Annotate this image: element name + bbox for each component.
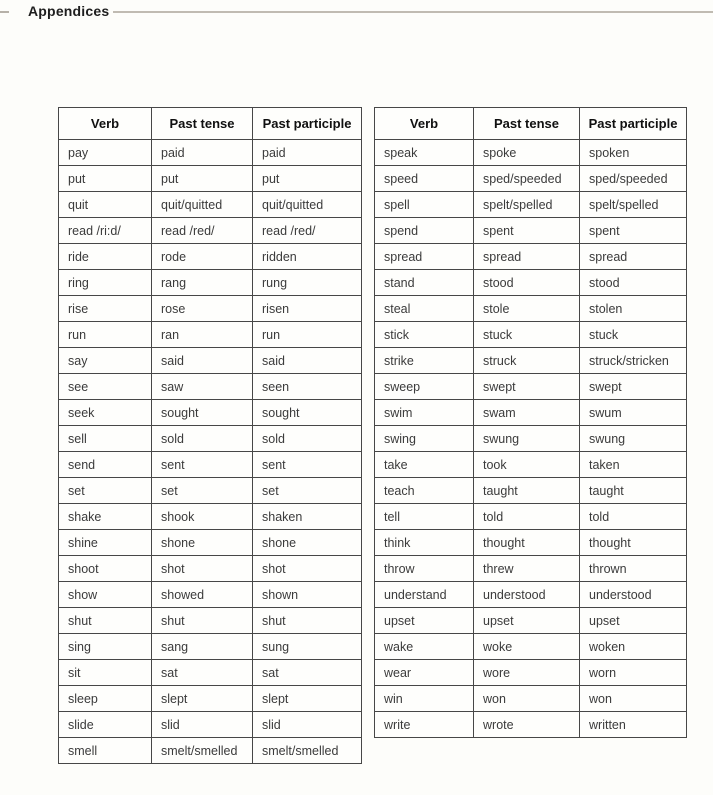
table-row (375, 192, 687, 218)
past-participle-cell: shone (253, 530, 362, 556)
verb-cell: upset (375, 608, 474, 634)
past-participle-cell: sent (253, 452, 362, 478)
verb-cell: spell (375, 192, 474, 218)
past-tense-cell: spread (474, 244, 580, 270)
table-row (375, 608, 687, 634)
past-participle-cell: swum (580, 400, 687, 426)
past-participle-cell: ridden (253, 244, 362, 270)
table-row (375, 712, 687, 738)
column-header-verb: Verb (375, 108, 474, 140)
past-tense-cell: showed (152, 582, 253, 608)
past-tense-cell: swam (474, 400, 580, 426)
verb-cell: read /ri:d/ (59, 218, 152, 244)
past-participle-cell: won (580, 686, 687, 712)
verb-cell: ring (59, 270, 152, 296)
past-participle-cell: said (253, 348, 362, 374)
past-tense-cell: rode (152, 244, 253, 270)
verb-cell: smell (59, 738, 152, 764)
past-tense-cell: rose (152, 296, 253, 322)
verb-cell: spread (375, 244, 474, 270)
verb-cell: spend (375, 218, 474, 244)
verb-cell: set (59, 478, 152, 504)
table-row (59, 270, 362, 296)
past-tense-cell: sang (152, 634, 253, 660)
past-tense-cell: struck (474, 348, 580, 374)
table-row (375, 244, 687, 270)
past-tense-cell: understood (474, 582, 580, 608)
table-row (59, 400, 362, 426)
verb-cell: shine (59, 530, 152, 556)
past-tense-cell: sought (152, 400, 253, 426)
past-participle-cell: seen (253, 374, 362, 400)
past-participle-cell: spent (580, 218, 687, 244)
past-tense-cell: saw (152, 374, 253, 400)
verb-cell: write (375, 712, 474, 738)
verb-cell: put (59, 166, 152, 192)
irregular-verbs-table-right (374, 107, 687, 738)
past-participle-cell: upset (580, 608, 687, 634)
verb-cell: shake (59, 504, 152, 530)
past-tense-cell: read /red/ (152, 218, 253, 244)
table-row (59, 478, 362, 504)
past-participle-cell: spoken (580, 140, 687, 166)
past-tense-cell: ran (152, 322, 253, 348)
past-tense-cell: slid (152, 712, 253, 738)
verb-cell: sell (59, 426, 152, 452)
table-row (59, 140, 362, 166)
past-tense-cell: shut (152, 608, 253, 634)
table-row (375, 322, 687, 348)
table-row (59, 426, 362, 452)
verb-cell: win (375, 686, 474, 712)
verb-cell: take (375, 452, 474, 478)
table-row (59, 686, 362, 712)
past-participle-cell: swept (580, 374, 687, 400)
table-row (375, 530, 687, 556)
past-participle-cell: rung (253, 270, 362, 296)
verb-cell: swing (375, 426, 474, 452)
past-tense-cell: spent (474, 218, 580, 244)
verb-cell: sing (59, 634, 152, 660)
past-tense-cell: taught (474, 478, 580, 504)
past-tense-cell: stood (474, 270, 580, 296)
verb-cell: understand (375, 582, 474, 608)
past-participle-cell: thought (580, 530, 687, 556)
header-rule (113, 11, 713, 13)
past-tense-cell: upset (474, 608, 580, 634)
past-participle-cell: stood (580, 270, 687, 296)
table-row (375, 218, 687, 244)
table-row (59, 634, 362, 660)
past-participle-cell: taken (580, 452, 687, 478)
past-participle-cell: struck/stricken (580, 348, 687, 374)
verb-cell: ride (59, 244, 152, 270)
table-row (59, 608, 362, 634)
past-tense-cell: stole (474, 296, 580, 322)
table-row (59, 712, 362, 738)
column-header-verb: Verb (59, 108, 152, 140)
header-row (375, 108, 687, 140)
verb-cell: sleep (59, 686, 152, 712)
verb-cell: speak (375, 140, 474, 166)
table-row (375, 140, 687, 166)
past-participle-cell: slept (253, 686, 362, 712)
past-participle-cell: thrown (580, 556, 687, 582)
past-tense-cell: said (152, 348, 253, 374)
table-row (375, 660, 687, 686)
verb-cell: slide (59, 712, 152, 738)
past-tense-cell: spoke (474, 140, 580, 166)
verb-cell: stick (375, 322, 474, 348)
past-tense-cell: thought (474, 530, 580, 556)
table-row (375, 582, 687, 608)
past-tense-cell: swept (474, 374, 580, 400)
table-row (59, 322, 362, 348)
past-tense-cell: set (152, 478, 253, 504)
past-participle-cell: shaken (253, 504, 362, 530)
table-row (375, 270, 687, 296)
page-title: Appendices (28, 3, 110, 19)
verb-cell: say (59, 348, 152, 374)
table-row (59, 374, 362, 400)
table-row (375, 452, 687, 478)
past-participle-cell: sold (253, 426, 362, 452)
past-tense-cell: sped/speeded (474, 166, 580, 192)
verb-cell: send (59, 452, 152, 478)
table-row (59, 348, 362, 374)
table-row (375, 686, 687, 712)
table-row (59, 738, 362, 764)
past-tense-cell: took (474, 452, 580, 478)
verb-cell: quit (59, 192, 152, 218)
past-participle-cell: woken (580, 634, 687, 660)
verb-cell: sweep (375, 374, 474, 400)
verb-cell: sit (59, 660, 152, 686)
verb-cell: shoot (59, 556, 152, 582)
past-tense-cell: quit/quitted (152, 192, 253, 218)
past-participle-cell: stolen (580, 296, 687, 322)
verb-cell: throw (375, 556, 474, 582)
past-participle-cell: shot (253, 556, 362, 582)
table-row (375, 634, 687, 660)
past-participle-cell: sat (253, 660, 362, 686)
past-participle-cell: quit/quitted (253, 192, 362, 218)
verb-cell: strike (375, 348, 474, 374)
header-row (59, 108, 362, 140)
table-row (59, 452, 362, 478)
past-participle-cell: paid (253, 140, 362, 166)
verb-cell: show (59, 582, 152, 608)
past-participle-cell: swung (580, 426, 687, 452)
verb-cell: see (59, 374, 152, 400)
verb-cell: shut (59, 608, 152, 634)
table-row (59, 530, 362, 556)
verb-cell: rise (59, 296, 152, 322)
verb-cell: tell (375, 504, 474, 530)
table-row (375, 504, 687, 530)
past-tense-cell: wrote (474, 712, 580, 738)
past-participle-cell: read /red/ (253, 218, 362, 244)
table-row (59, 244, 362, 270)
verb-cell: speed (375, 166, 474, 192)
past-tense-cell: sold (152, 426, 253, 452)
table-row (375, 296, 687, 322)
table-row (375, 426, 687, 452)
table-row (375, 400, 687, 426)
past-tense-cell: paid (152, 140, 253, 166)
verb-cell: teach (375, 478, 474, 504)
table-row (375, 478, 687, 504)
past-participle-cell: spelt/spelled (580, 192, 687, 218)
past-tense-cell: shot (152, 556, 253, 582)
past-tense-cell: swung (474, 426, 580, 452)
table-row (59, 166, 362, 192)
past-participle-cell: put (253, 166, 362, 192)
past-participle-cell: written (580, 712, 687, 738)
table-row (59, 556, 362, 582)
past-participle-cell: sung (253, 634, 362, 660)
table-row (59, 296, 362, 322)
past-tense-cell: slept (152, 686, 253, 712)
verb-cell: pay (59, 140, 152, 166)
past-tense-cell: wore (474, 660, 580, 686)
past-participle-cell: sought (253, 400, 362, 426)
irregular-verbs-table-left (58, 107, 362, 764)
table-row (375, 166, 687, 192)
table-row (59, 660, 362, 686)
past-participle-cell: shown (253, 582, 362, 608)
verb-cell: swim (375, 400, 474, 426)
past-participle-cell: spread (580, 244, 687, 270)
column-header-past-participle: Past participle (253, 108, 362, 140)
past-tense-cell: told (474, 504, 580, 530)
past-tense-cell: rang (152, 270, 253, 296)
past-tense-cell: sat (152, 660, 253, 686)
table-row (375, 556, 687, 582)
past-tense-cell: sent (152, 452, 253, 478)
past-participle-cell: set (253, 478, 362, 504)
past-participle-cell: worn (580, 660, 687, 686)
verb-cell: think (375, 530, 474, 556)
past-tense-cell: woke (474, 634, 580, 660)
header-left-dash (0, 11, 9, 13)
column-header-past-tense: Past tense (474, 108, 580, 140)
past-tense-cell: smelt/smelled (152, 738, 253, 764)
past-participle-cell: shut (253, 608, 362, 634)
verb-cell: wake (375, 634, 474, 660)
past-tense-cell: shook (152, 504, 253, 530)
past-participle-cell: slid (253, 712, 362, 738)
past-participle-cell: sped/speeded (580, 166, 687, 192)
past-participle-cell: stuck (580, 322, 687, 348)
past-participle-cell: taught (580, 478, 687, 504)
past-tense-cell: stuck (474, 322, 580, 348)
past-tense-cell: shone (152, 530, 253, 556)
past-tense-cell: spelt/spelled (474, 192, 580, 218)
verb-cell: run (59, 322, 152, 348)
verb-cell: steal (375, 296, 474, 322)
past-participle-cell: told (580, 504, 687, 530)
verb-cell: wear (375, 660, 474, 686)
past-participle-cell: risen (253, 296, 362, 322)
verb-cell: stand (375, 270, 474, 296)
verb-cell: seek (59, 400, 152, 426)
table-row (59, 192, 362, 218)
past-tense-cell: won (474, 686, 580, 712)
table-row (59, 218, 362, 244)
table-row (375, 348, 687, 374)
table-row (59, 582, 362, 608)
column-header-past-participle: Past participle (580, 108, 687, 140)
past-tense-cell: put (152, 166, 253, 192)
past-participle-cell: run (253, 322, 362, 348)
table-row (375, 374, 687, 400)
past-participle-cell: smelt/smelled (253, 738, 362, 764)
past-participle-cell: understood (580, 582, 687, 608)
column-header-past-tense: Past tense (152, 108, 253, 140)
past-tense-cell: threw (474, 556, 580, 582)
table-row (59, 504, 362, 530)
